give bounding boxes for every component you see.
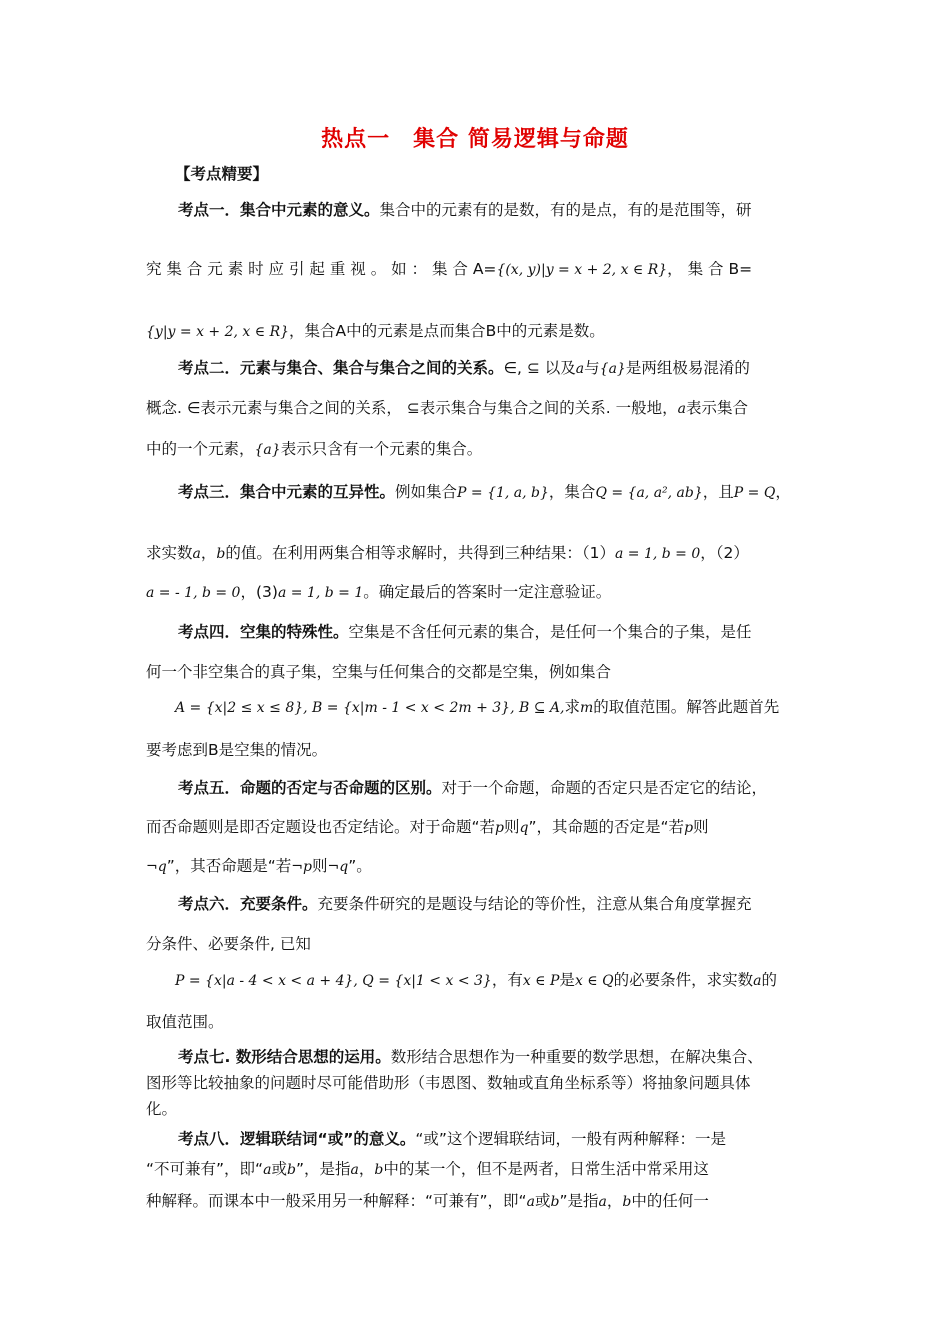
point-1-line-1: 考点一．集合中元素的意义。集合中的元素有的是数，有的是点，有的是范围等，研 — [178, 201, 752, 219]
point-1-line-2: 究 集 合 元 素 时 应 引 起 重 视 。 如 ： 集 合 A={(x, y)|y = x + 2, x ∈ R}， 集 合 B= — [146, 260, 753, 278]
point-7-label: 考点七. 数形结合思想的运用。 — [178, 1048, 391, 1066]
point-6-line-2: 分条件、必要条件, 已知 — [146, 935, 311, 953]
page-title: 热点一 集合 简易逻辑与命题 — [321, 127, 629, 152]
point-8-label: 考点八．逻辑联结词“或”的意义。 — [178, 1130, 416, 1148]
section-heading: 【考点精要】 — [175, 165, 269, 183]
point-4-line-2: 何一个非空集合的真子集，空集与任何集合的交都是空集，例如集合 — [146, 663, 612, 681]
point-7-line-2: 图形等比较抽象的问题时尽可能借助形（韦恩图、数轴或直角坐标系等）将抽象问题具体 — [146, 1074, 751, 1092]
set-b-formula: {y|y = x + 2, x ∈ R} — [146, 324, 290, 340]
point-4-line-3: A = {x|2 ≤ x ≤ 8}, B = {x|m - 1 < x < 2m + 3}, B ⊆ A,求m的取值范围。解答此题首先 — [175, 698, 780, 716]
point-3-line-2: 求实数a，b的值。在利用两集合相等求解时，共得到三种结果：（1）a = 1, b = 0，（2） — [146, 544, 749, 562]
point-6-line-3: P = {x|a - 4 < x < a + 4}, Q = {x|1 < x < 3}，有x ∈ P是x ∈ Q的必要条件，求实数a的 — [175, 971, 777, 989]
point-8-line-3: 种解释。而课本中一般采用另一种解释：“可兼有”，即“a或b”是指a，b中的任何一 — [146, 1192, 709, 1210]
point-4-line-4: 要考虑到B是空集的情况。 — [146, 741, 328, 759]
point-3-line-1: 考点三．集合中元素的互异性。例如集合P = {1, a, b}，集合Q = {a, a², ab}，且P = Q， — [178, 483, 791, 501]
point-7-line-3: 化。 — [146, 1100, 178, 1118]
point-5-line-1: 考点五．命题的否定与否命题的区别。对于一个命题，命题的否定只是否定它的结论， — [178, 779, 768, 797]
point-8-line-2: “不可兼有”，即“a或b”，是指a，b中的某一个，但不是两者，日常生活中常采用这 — [146, 1160, 709, 1178]
point-4-line-1: 考点四．空集的特殊性。空集是不含任何元素的集合，是任何一个集合的子集，是任 — [178, 623, 752, 641]
point-1-label: 考点一．集合中元素的意义。 — [178, 201, 380, 219]
point-2-label: 考点二．元素与集合、集合与集合之间的关系。 — [178, 359, 504, 377]
point-2-line-3: 中的一个元素，{a}表示只含有一个元素的集合。 — [146, 440, 483, 458]
point-2-line-2: 概念. ∈表示元素与集合之间的关系， ⊆表示集合与集合之间的关系. 一般地，a表示集合 — [146, 399, 749, 417]
point-6-line-4: 取值范围。 — [146, 1013, 224, 1031]
point-3-line-3: a = - 1, b = 0，(3)a = 1, b = 1。确定最后的答案时一定注意验证。 — [146, 583, 612, 601]
point-3-label: 考点三．集合中元素的互异性。 — [178, 483, 396, 501]
point-6-label: 考点六．充要条件。 — [178, 895, 318, 913]
point-7-line-1: 考点七. 数形结合思想的运用。数形结合思想作为一种重要的数学思想，在解决集合、 — [178, 1048, 763, 1066]
point-1-line-3: {y|y = x + 2, x ∈ R}，集合A中的元素是点而集合B中的元素是数。 — [146, 322, 605, 340]
point-6-line-1: 考点六．充要条件。充要条件研究的是题设与结论的等价性，注意从集合角度掌握充 — [178, 895, 752, 913]
point-4-label: 考点四．空集的特殊性。 — [178, 623, 349, 641]
set-a-formula: {(x, y)|y = x + 2, x ∈ R} — [496, 262, 668, 278]
point-5-line-3: ¬q”，其否命题是“若¬p则¬q”。 — [146, 857, 372, 875]
point-5-line-2: 而否命题则是即否定题设也否定结论。对于命题“若p则q”，其命题的否定是“若p则 — [146, 818, 709, 836]
point-5-label: 考点五．命题的否定与否命题的区别。 — [178, 779, 442, 797]
point-2-line-1: 考点二．元素与集合、集合与集合之间的关系。∈, ⊆ 以及a与{a}是两组极易混淆的 — [178, 359, 750, 377]
point-8-line-1: 考点八．逻辑联结词“或”的意义。“或”这个逻辑联结词，一般有两种解释：一是 — [178, 1130, 726, 1148]
